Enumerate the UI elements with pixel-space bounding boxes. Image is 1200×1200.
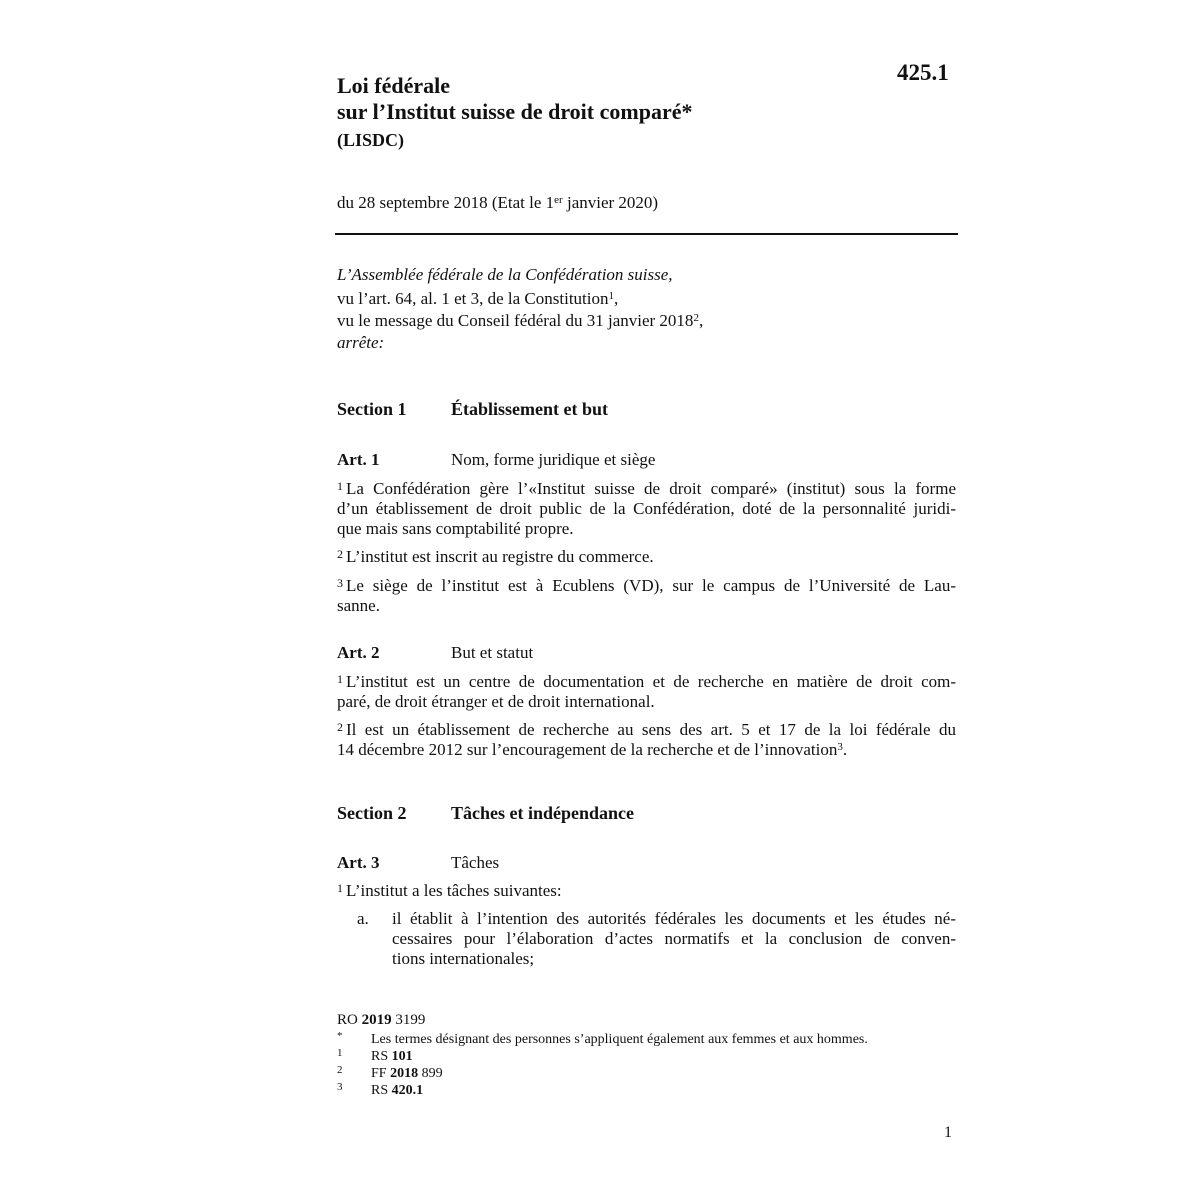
paragraph-number: 3 <box>337 576 343 590</box>
footnote-text: RS 101 <box>371 1049 413 1064</box>
law-title-text: sur l’Institut suisse de droit comparé <box>337 99 682 124</box>
page-number: 1 <box>944 1124 952 1141</box>
preamble-constitution-end: , <box>614 289 619 308</box>
footnote <box>337 1082 957 1099</box>
footnote-mark: 1 <box>337 1047 343 1059</box>
list-item-text: cessaires pour l’élaboration d’actes normatifs et la conclusion de conven- <box>392 929 956 948</box>
footnote-ref: 2 <box>693 312 699 324</box>
preamble-message-end: , <box>698 311 704 330</box>
paragraph-text: paré, de droit étranger et de droit international. <box>337 692 655 711</box>
date-suffix: janvier 2020) <box>562 193 659 212</box>
paragraph-number: 2 <box>337 547 343 561</box>
article-1-title: Nom, forme juridique et siège <box>451 450 656 469</box>
header-divider <box>335 233 958 235</box>
footnote-text: Les termes désignant des personnes s’appliquent également aux femmes et aux hommes. <box>371 1032 868 1047</box>
article-2-heading <box>337 643 533 663</box>
law-title <box>337 73 897 125</box>
paragraph-text: La Confédération gère l’«Institut suisse de droit comparé» (institut) sous la forme <box>346 479 956 498</box>
preamble-constitution <box>337 288 957 310</box>
footnote-mark: 2 <box>337 1064 343 1076</box>
sr-number: 425.1 <box>897 60 949 85</box>
article-3-paragraph-1 <box>337 881 956 901</box>
article-3-title: Tâches <box>451 853 500 872</box>
law-title-line-1: Loi fédérale <box>337 73 451 98</box>
section-1-label: Section 1 <box>337 399 407 419</box>
footnote-text: RS 420.1 <box>371 1083 424 1098</box>
footnotes <box>337 1031 957 1099</box>
title-footnote-star: * <box>681 99 693 124</box>
article-2-paragraph-1 <box>337 672 956 712</box>
paragraph-text: 14 décembre 2012 sur l’encouragement de la recherche et de l’innovation <box>337 740 838 759</box>
article-1-paragraph-3 <box>337 576 956 616</box>
section-2-title: Tâches et indépendance <box>451 803 635 823</box>
paragraph-text: L’institut est inscrit au registre du commerce. <box>346 547 654 566</box>
law-title-line-2 <box>337 99 897 125</box>
paragraph-text: Il est un établissement de recherche au sens des art. 5 et 17 de la loi fédérale du <box>346 720 956 739</box>
footnote <box>337 1048 957 1065</box>
ro-year: 2019 <box>361 1012 392 1028</box>
footnote-ref: 3 <box>837 741 843 753</box>
footnote-mark: 3 <box>337 1081 343 1093</box>
paragraph-number: 1 <box>337 881 343 895</box>
ro-reference <box>337 1012 425 1029</box>
article-3-heading <box>337 853 499 873</box>
paragraph-text: L’institut a les tâches suivantes: <box>346 881 562 900</box>
paragraph-text: sanne. <box>337 596 380 615</box>
footnote <box>337 1031 957 1048</box>
date-prefix: du 28 septembre 2018 (Etat le 1 <box>337 193 555 212</box>
paragraph-text: Le siège de l’institut est à Ecublens (VD), sur le campus de l’Université de Lau- <box>346 576 956 595</box>
paragraph-text: que mais sans comptabilité propre. <box>337 519 574 538</box>
article-3-label: Art. 3 <box>337 853 380 872</box>
paragraph-number: 1 <box>337 672 343 686</box>
article-1-label: Art. 1 <box>337 450 380 469</box>
law-date-line <box>337 193 658 213</box>
paragraph-number: 2 <box>337 720 343 734</box>
list-item-text: tions internationales; <box>392 949 535 968</box>
preamble-message-text: vu le message du Conseil fédéral du 31 janvier 2018 <box>337 311 694 330</box>
preamble-decree: arrête: <box>337 333 385 352</box>
list-item-text: il établit à l’intention des autorités fédérales les documents et les études né- <box>392 909 956 928</box>
section-1-title: Établissement et but <box>451 399 608 419</box>
article-2-paragraph-2 <box>337 720 956 760</box>
date-superscript: er <box>554 194 563 206</box>
ro-prefix: RO <box>337 1012 362 1028</box>
footnote-mark: * <box>337 1030 343 1042</box>
article-2-label: Art. 2 <box>337 643 380 662</box>
paragraph-text: L’institut est un centre de documentation et de recherche en matière de droit com- <box>346 672 956 691</box>
article-1-paragraph-2 <box>337 547 956 567</box>
law-abbreviation: (LISDC) <box>337 130 405 150</box>
section-1-heading <box>337 399 608 420</box>
footnote-text: FF 2018 899 <box>371 1066 443 1081</box>
preamble-message <box>337 310 957 332</box>
article-2-title: But et statut <box>451 643 534 662</box>
preamble-constitution-text: vu l’art. 64, al. 1 et 3, de la Constitution <box>337 289 609 308</box>
section-2-label: Section 2 <box>337 803 407 823</box>
paragraph-number: 1 <box>337 479 343 493</box>
section-2-heading <box>337 803 634 824</box>
preamble-assembly: L’Assemblée fédérale de la Confédération suisse, <box>337 265 673 284</box>
paragraph-text: . <box>842 740 848 759</box>
article-1-paragraph-1 <box>337 479 956 539</box>
preamble <box>337 264 957 354</box>
paragraph-text: d’un établissement de droit public de la Confédération, doté de la personnalité juridi- <box>337 499 956 518</box>
footnote <box>337 1065 957 1082</box>
article-1-heading <box>337 450 655 470</box>
article-3-item-a <box>357 909 956 969</box>
footnote-ref: 1 <box>608 290 614 302</box>
list-marker: a. <box>357 909 369 928</box>
ro-page: 3199 <box>391 1012 426 1028</box>
